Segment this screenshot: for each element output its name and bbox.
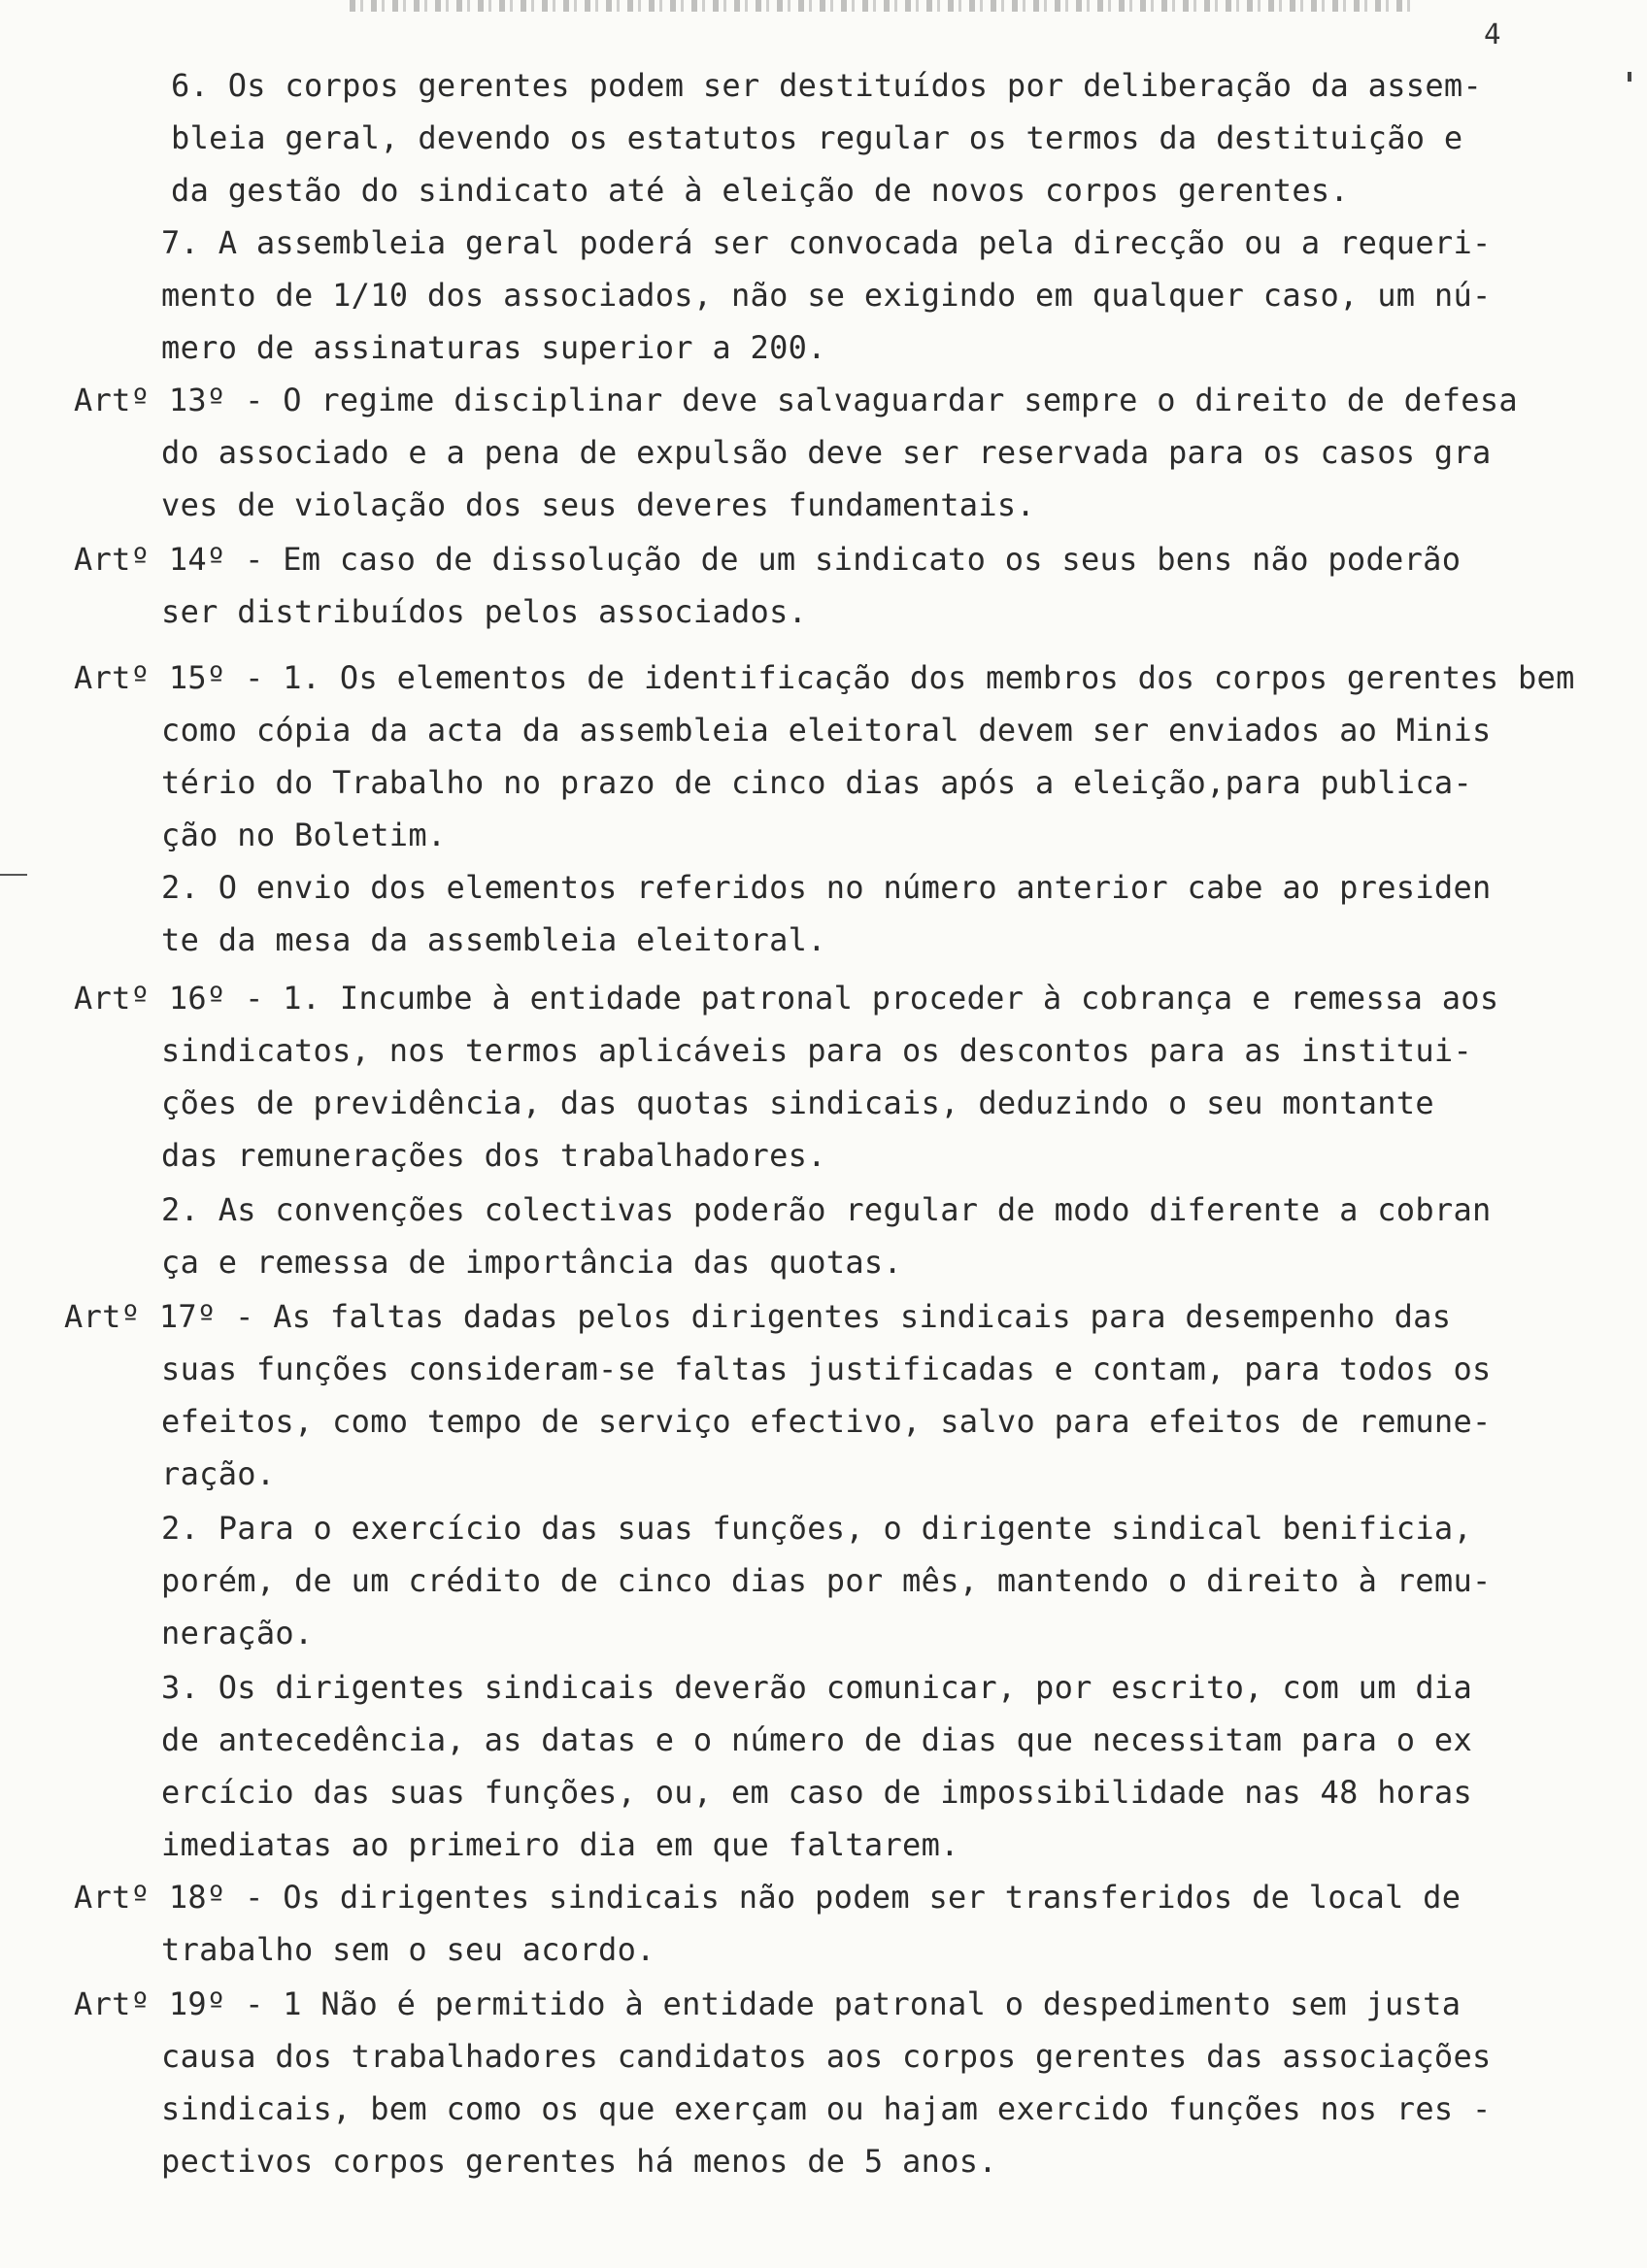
text-line: Artº 17º - As faltas dadas pelos dirigentes sindicais para desempenho das	[64, 1298, 1452, 1335]
text-line: das remunerações dos trabalhadores.	[161, 1137, 826, 1174]
text-line: ção no Boletim.	[161, 817, 447, 853]
text-line: ça e remessa de importância das quotas.	[161, 1244, 903, 1281]
text-line: sindicais, bem como os que exerçam ou hajam exercido funções nos res -	[161, 2090, 1492, 2127]
text-line: da gestão do sindicato até à eleição de novos corpos gerentes.	[171, 172, 1350, 209]
text-line: Artº 18º - Os dirigentes sindicais não podem ser transferidos de local de	[74, 1879, 1462, 1916]
text-line: ves de violação dos seus deveres fundamentais.	[161, 486, 1036, 523]
text-line: efeitos, como tempo de serviço efectivo, salvo para efeitos de remune-	[161, 1403, 1492, 1440]
text-line: mento de 1/10 dos associados, não se exigindo em qualquer caso, um nú-	[161, 277, 1492, 314]
text-line: 6. Os corpos gerentes podem ser destituídos por deliberação da assem-	[171, 67, 1483, 104]
margin-mark	[0, 874, 27, 876]
text-line: ções de previdência, das quotas sindicais, deduzindo o seu montante	[161, 1084, 1434, 1121]
text-line: suas funções consideram-se faltas justificadas e contam, para todos os	[161, 1351, 1492, 1387]
text-line: te da mesa da assembleia eleitoral.	[161, 921, 826, 958]
text-line: pectivos corpos gerentes há menos de 5 anos.	[161, 2143, 997, 2180]
scan-noise	[350, 0, 1418, 12]
text-line: 7. A assembleia geral poderá ser convocada pela direcção ou a requeri-	[161, 224, 1492, 261]
text-line: mero de assinaturas superior a 200.	[161, 329, 826, 366]
margin-dot	[1628, 72, 1631, 82]
text-line: 2. O envio dos elementos referidos no número anterior cabe ao presiden	[161, 869, 1492, 906]
text-line: de antecedência, as datas e o número de dias que necessitam para o ex	[161, 1721, 1473, 1758]
page-number: 4	[1484, 17, 1501, 50]
text-line: Artº 14º - Em caso de dissolução de um sindicato os seus bens não poderão	[74, 541, 1462, 578]
text-line: do associado e a pena de expulsão deve ser reservada para os casos gra	[161, 434, 1492, 471]
text-line: Artº 13º - O regime disciplinar deve salvaguardar sempre o direito de defesa	[74, 382, 1518, 418]
text-line: 2. As convenções colectivas poderão regular de modo diferente a cobran	[161, 1191, 1492, 1228]
text-line: 3. Os dirigentes sindicais deverão comunicar, por escrito, com um dia	[161, 1669, 1473, 1706]
text-line: tério do Trabalho no prazo de cinco dias após a eleição,para publica-	[161, 764, 1473, 801]
text-line: trabalho sem o seu acordo.	[161, 1931, 655, 1968]
text-line: Artº 15º - 1. Os elementos de identificação dos membros dos corpos gerentes bem	[74, 659, 1575, 696]
text-line: Artº 16º - 1. Incumbe à entidade patronal proceder à cobrança e remessa aos	[74, 980, 1499, 1017]
text-line: porém, de um crédito de cinco dias por mês, mantendo o direito à remu-	[161, 1562, 1492, 1599]
text-line: como cópia da acta da assembleia eleitoral devem ser enviados ao Minis	[161, 712, 1492, 749]
text-line: ração.	[161, 1455, 276, 1492]
text-line: ser distribuídos pelos associados.	[161, 593, 808, 630]
text-line: 2. Para o exercício das suas funções, o dirigente sindical benificia,	[161, 1510, 1473, 1547]
text-line: sindicatos, nos termos aplicáveis para os descontos para as institui-	[161, 1032, 1473, 1069]
text-line: imediatas ao primeiro dia em que faltarem.	[161, 1826, 959, 1863]
text-line: bleia geral, devendo os estatutos regular os termos da destituição e	[171, 119, 1463, 156]
text-line: Artº 19º - 1 Não é permitido à entidade patronal o despedimento sem justa	[74, 1985, 1462, 2022]
text-line: neração.	[161, 1615, 314, 1651]
text-line: ercício das suas funções, ou, em caso de impossibilidade nas 48 horas	[161, 1774, 1473, 1811]
text-line: causa dos trabalhadores candidatos aos corpos gerentes das associações	[161, 2038, 1492, 2075]
